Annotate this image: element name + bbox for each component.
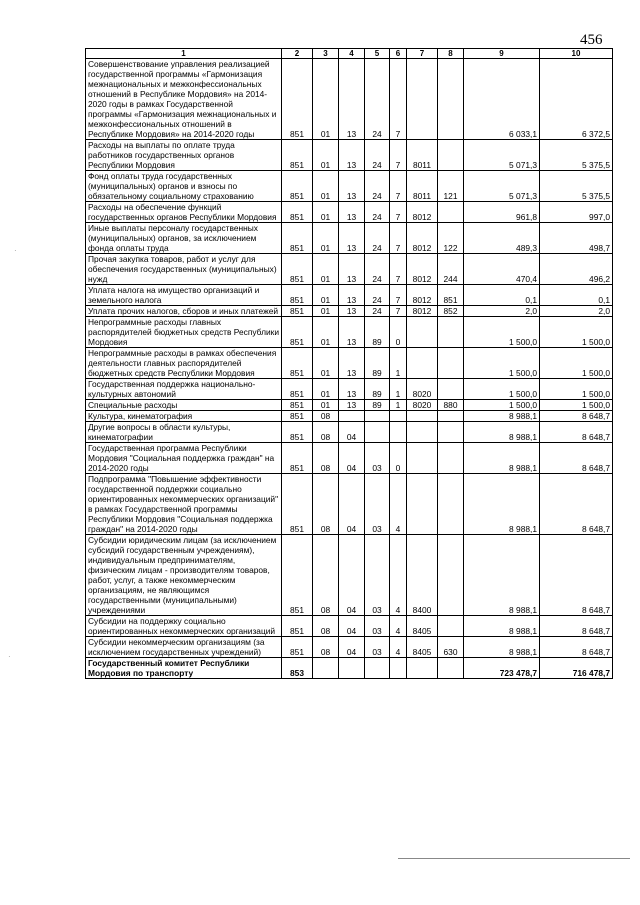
row-cell-c2: 853 (282, 658, 313, 679)
col-header: 9 (464, 49, 540, 59)
row-cell-c9: 8 988,1 (464, 411, 540, 422)
row-cell-c7 (407, 443, 438, 474)
row-name-cell: Специальные расходы (86, 400, 282, 411)
row-cell-c4 (339, 658, 365, 679)
row-name-cell: Подпрограмма "Повышение эффективности государственной поддержки социально ориентированных некоммерческих организаций" в рамках Государственной программы Республики Мордовия "Социальная поддержка граждан" на 2014-2020 годы (86, 474, 282, 535)
row-cell-c5: 89 (365, 317, 390, 348)
row-cell-c3: 01 (313, 348, 339, 379)
row-cell-c9: 470,4 (464, 254, 540, 285)
row-cell-c6 (390, 411, 407, 422)
row-name-cell: Субсидии на поддержку социально ориентированных некоммерческих организаций (86, 616, 282, 637)
row-cell-c9: 1 500,0 (464, 348, 540, 379)
row-cell-c10: 8 648,7 (540, 535, 613, 616)
row-name-cell: Субсидии юридическим лицам (за исключением субсидий государственным учреждениям), индивидуальным предпринимателям, физическим лицам - производителям товаров, работ, услуг, а также некоммерческим организациям, не являющимся государственными (муниципальными) учреждениями (86, 535, 282, 616)
row-name-cell: Субсидии некоммерческим организациям (за исключением государственных учреждений) (86, 637, 282, 658)
row-cell-c10: 1 500,0 (540, 317, 613, 348)
row-cell-c2: 851 (282, 306, 313, 317)
row-name-cell: Уплата прочих налогов, сборов и иных платежей (86, 306, 282, 317)
table-row (86, 306, 613, 317)
row-cell-c5: 24 (365, 285, 390, 306)
row-cell-c3: 08 (313, 474, 339, 535)
row-cell-c2: 851 (282, 140, 313, 171)
row-cell-c6: 1 (390, 348, 407, 379)
row-cell-c7 (407, 59, 438, 140)
row-name-cell: Культура, кинематография (86, 411, 282, 422)
row-cell-c7 (407, 658, 438, 679)
row-cell-c8: 851 (438, 285, 464, 306)
row-cell-c3: 08 (313, 535, 339, 616)
page-number: 456 (580, 32, 603, 48)
row-cell-c6: 7 (390, 59, 407, 140)
row-cell-c6: 7 (390, 140, 407, 171)
row-cell-c9: 1 500,0 (464, 379, 540, 400)
row-cell-c2: 851 (282, 254, 313, 285)
row-cell-c8: 244 (438, 254, 464, 285)
row-cell-c3: 01 (313, 379, 339, 400)
col-header: 6 (390, 49, 407, 59)
row-cell-c10: 8 648,7 (540, 474, 613, 535)
row-name-cell: Государственная программа Республики Мордовия "Социальная поддержка граждан" на 2014-2020 годы (86, 443, 282, 474)
row-cell-c3: 08 (313, 411, 339, 422)
col-header: 3 (313, 49, 339, 59)
col-header: 4 (339, 49, 365, 59)
row-cell-c10: 1 500,0 (540, 400, 613, 411)
row-cell-c2: 851 (282, 59, 313, 140)
row-cell-c7 (407, 317, 438, 348)
row-cell-c10: 8 648,7 (540, 616, 613, 637)
row-cell-c4: 04 (339, 535, 365, 616)
row-cell-c7: 8400 (407, 535, 438, 616)
table-row (86, 348, 613, 379)
row-cell-c9: 1 500,0 (464, 317, 540, 348)
table-row (86, 140, 613, 171)
row-cell-c10: 2,0 (540, 306, 613, 317)
table-row (86, 400, 613, 411)
row-cell-c2: 851 (282, 317, 313, 348)
row-cell-c3: 01 (313, 59, 339, 140)
row-cell-c10: 1 500,0 (540, 379, 613, 400)
row-cell-c4: 13 (339, 285, 365, 306)
row-cell-c2: 851 (282, 171, 313, 202)
row-cell-c6: 0 (390, 443, 407, 474)
row-cell-c3: 01 (313, 254, 339, 285)
table-row (86, 658, 613, 679)
row-name-cell: Государственный комитет Республики Мордовия по транспорту (86, 658, 282, 679)
row-cell-c10: 997,0 (540, 202, 613, 223)
row-cell-c7 (407, 348, 438, 379)
row-cell-c2: 851 (282, 348, 313, 379)
table-row (86, 443, 613, 474)
col-header: 1 (86, 49, 282, 59)
row-name-cell: Расходы на выплаты по оплате труда работников государственных органов Республики Мордовия (86, 140, 282, 171)
row-cell-c3 (313, 658, 339, 679)
row-cell-c10: 8 648,7 (540, 443, 613, 474)
row-name-cell: Прочая закупка товаров, работ и услуг для обеспечения государственных (муниципальных) нужд (86, 254, 282, 285)
row-cell-c9: 8 988,1 (464, 616, 540, 637)
row-cell-c9: 8 988,1 (464, 443, 540, 474)
row-cell-c9: 5 071,3 (464, 171, 540, 202)
row-cell-c5: 24 (365, 306, 390, 317)
row-cell-c7 (407, 422, 438, 443)
row-cell-c5: 24 (365, 202, 390, 223)
row-cell-c6: 1 (390, 379, 407, 400)
row-cell-c7: 8405 (407, 637, 438, 658)
row-cell-c3: 01 (313, 140, 339, 171)
row-cell-c3: 08 (313, 637, 339, 658)
row-cell-c9: 1 500,0 (464, 400, 540, 411)
row-name-cell: Уплата налога на имущество организаций и земельного налога (86, 285, 282, 306)
row-cell-c3: 08 (313, 443, 339, 474)
row-cell-c10: 1 500,0 (540, 348, 613, 379)
row-cell-c5 (365, 411, 390, 422)
table-body (86, 59, 613, 679)
row-cell-c2: 851 (282, 616, 313, 637)
row-cell-c6: 7 (390, 223, 407, 254)
row-cell-c2: 851 (282, 637, 313, 658)
col-header: 8 (438, 49, 464, 59)
row-cell-c10: 8 648,7 (540, 411, 613, 422)
table-row (86, 171, 613, 202)
row-cell-c6: 7 (390, 171, 407, 202)
row-cell-c8 (438, 140, 464, 171)
row-cell-c7 (407, 411, 438, 422)
budget-table (85, 48, 613, 679)
bottom-rule (398, 858, 630, 859)
row-cell-c2: 851 (282, 422, 313, 443)
row-cell-c4: 13 (339, 59, 365, 140)
row-cell-c6: 4 (390, 616, 407, 637)
row-cell-c8 (438, 616, 464, 637)
row-cell-c8: 121 (438, 171, 464, 202)
table-row (86, 254, 613, 285)
row-cell-c10: 716 478,7 (540, 658, 613, 679)
table-row (86, 285, 613, 306)
row-cell-c2: 851 (282, 474, 313, 535)
col-header: 2 (282, 49, 313, 59)
table-row (86, 223, 613, 254)
row-cell-c4: 13 (339, 348, 365, 379)
row-cell-c3: 08 (313, 422, 339, 443)
row-cell-c3: 01 (313, 306, 339, 317)
row-cell-c7 (407, 474, 438, 535)
row-cell-c10: 496,2 (540, 254, 613, 285)
row-cell-c2: 851 (282, 379, 313, 400)
row-cell-c5: 03 (365, 637, 390, 658)
row-cell-c9: 5 071,3 (464, 140, 540, 171)
row-cell-c3: 01 (313, 223, 339, 254)
row-cell-c10: 0,1 (540, 285, 613, 306)
row-cell-c2: 851 (282, 202, 313, 223)
row-cell-c5: 03 (365, 616, 390, 637)
row-cell-c10: 8 648,7 (540, 637, 613, 658)
row-cell-c8: 852 (438, 306, 464, 317)
row-name-cell: Расходы на обеспечение функций государственных органов Республики Мордовия (86, 202, 282, 223)
row-cell-c3: 01 (313, 317, 339, 348)
scan-mark: · (14, 246, 17, 255)
row-cell-c3: 01 (313, 171, 339, 202)
row-cell-c6: 4 (390, 474, 407, 535)
row-name-cell: Фонд оплаты труда государственных (муниципальных) органов и взносы по обязательному социальному страхованию (86, 171, 282, 202)
table-row (86, 59, 613, 140)
row-cell-c8 (438, 348, 464, 379)
row-cell-c9: 2,0 (464, 306, 540, 317)
row-cell-c5: 24 (365, 140, 390, 171)
row-cell-c5: 89 (365, 400, 390, 411)
table-header-row (86, 49, 613, 59)
row-cell-c8 (438, 317, 464, 348)
table-row (86, 202, 613, 223)
row-cell-c5: 89 (365, 379, 390, 400)
row-cell-c8 (438, 474, 464, 535)
row-cell-c9: 6 033,1 (464, 59, 540, 140)
row-cell-c5: 24 (365, 59, 390, 140)
row-cell-c3: 01 (313, 400, 339, 411)
row-cell-c5: 03 (365, 474, 390, 535)
table-row (86, 411, 613, 422)
row-cell-c9: 8 988,1 (464, 474, 540, 535)
row-cell-c10: 6 372,5 (540, 59, 613, 140)
row-cell-c3: 01 (313, 202, 339, 223)
row-cell-c8 (438, 535, 464, 616)
row-cell-c4: 13 (339, 306, 365, 317)
row-cell-c6: 4 (390, 535, 407, 616)
row-cell-c7: 8011 (407, 171, 438, 202)
row-cell-c6: 7 (390, 285, 407, 306)
row-cell-c8: 630 (438, 637, 464, 658)
row-cell-c10: 5 375,5 (540, 140, 613, 171)
row-cell-c6 (390, 422, 407, 443)
row-cell-c2: 851 (282, 285, 313, 306)
table-row (86, 422, 613, 443)
table-row (86, 616, 613, 637)
table-row (86, 474, 613, 535)
row-cell-c4: 04 (339, 637, 365, 658)
table-row (86, 379, 613, 400)
row-cell-c4: 04 (339, 422, 365, 443)
table-row (86, 317, 613, 348)
row-cell-c8 (438, 658, 464, 679)
row-cell-c4: 13 (339, 379, 365, 400)
row-cell-c7: 8405 (407, 616, 438, 637)
row-name-cell: Совершенствование управления реализацией государственной программы «Гармонизация межнациональных и межконфессиональных отношений в Республике Мордовия» на 2014-2020 годы в рамках Государственной программы «Гармонизация межнациональных и межконфессиональных отношений в Республике Мордовия» на 2014-2020 годы (86, 59, 282, 140)
row-cell-c8 (438, 379, 464, 400)
row-cell-c2: 851 (282, 400, 313, 411)
row-cell-c4: 13 (339, 171, 365, 202)
row-cell-c5 (365, 658, 390, 679)
row-cell-c4: 04 (339, 443, 365, 474)
row-cell-c5 (365, 422, 390, 443)
row-cell-c5: 24 (365, 171, 390, 202)
col-header: 10 (540, 49, 613, 59)
row-cell-c5: 24 (365, 223, 390, 254)
row-cell-c5: 03 (365, 443, 390, 474)
row-cell-c6: 0 (390, 317, 407, 348)
row-cell-c9: 8 988,1 (464, 637, 540, 658)
row-cell-c4: 13 (339, 254, 365, 285)
row-cell-c8 (438, 59, 464, 140)
col-header: 7 (407, 49, 438, 59)
row-name-cell: Иные выплаты персоналу государственных (муниципальных) органов, за исключением фонда оплаты труда (86, 223, 282, 254)
row-cell-c7: 8012 (407, 202, 438, 223)
row-cell-c4: 13 (339, 400, 365, 411)
row-name-cell: Непрограммные расходы в рамках обеспечения деятельности главных распорядителей бюджетных средств Республики Мордовия (86, 348, 282, 379)
row-name-cell: Другие вопросы в области культуры, кинематографии (86, 422, 282, 443)
row-cell-c10: 498,7 (540, 223, 613, 254)
row-cell-c6: 1 (390, 400, 407, 411)
col-header: 5 (365, 49, 390, 59)
row-cell-c8: 880 (438, 400, 464, 411)
row-cell-c9: 489,3 (464, 223, 540, 254)
row-cell-c10: 8 648,7 (540, 422, 613, 443)
row-cell-c2: 851 (282, 443, 313, 474)
row-cell-c2: 851 (282, 223, 313, 254)
row-cell-c5: 24 (365, 254, 390, 285)
row-cell-c7: 8020 (407, 400, 438, 411)
row-cell-c6: 4 (390, 637, 407, 658)
row-cell-c9: 961,8 (464, 202, 540, 223)
row-cell-c9: 8 988,1 (464, 422, 540, 443)
row-cell-c2: 851 (282, 411, 313, 422)
row-cell-c7: 8020 (407, 379, 438, 400)
table-row (86, 535, 613, 616)
row-cell-c10: 5 375,5 (540, 171, 613, 202)
row-cell-c4: 13 (339, 223, 365, 254)
row-cell-c4 (339, 411, 365, 422)
row-cell-c4: 13 (339, 140, 365, 171)
row-name-cell: Непрограммные расходы главных распорядителей бюджетных средств Республики Мордовия (86, 317, 282, 348)
row-cell-c4: 04 (339, 616, 365, 637)
row-cell-c4: 13 (339, 202, 365, 223)
row-cell-c8 (438, 443, 464, 474)
table-row (86, 637, 613, 658)
row-cell-c6: 7 (390, 306, 407, 317)
row-cell-c3: 01 (313, 285, 339, 306)
row-cell-c4: 04 (339, 474, 365, 535)
row-cell-c5: 03 (365, 535, 390, 616)
row-cell-c4: 13 (339, 317, 365, 348)
row-cell-c3: 08 (313, 616, 339, 637)
row-cell-c5: 89 (365, 348, 390, 379)
row-cell-c7: 8012 (407, 306, 438, 317)
row-cell-c2: 851 (282, 535, 313, 616)
row-cell-c7: 8012 (407, 254, 438, 285)
row-cell-c6: 7 (390, 254, 407, 285)
row-cell-c6: 7 (390, 202, 407, 223)
row-cell-c8 (438, 411, 464, 422)
row-cell-c7: 8012 (407, 285, 438, 306)
row-cell-c9: 0,1 (464, 285, 540, 306)
row-cell-c8 (438, 422, 464, 443)
scan-mark: · (8, 652, 11, 661)
row-name-cell: Государственная поддержка национально-культурных автономий (86, 379, 282, 400)
row-cell-c8 (438, 202, 464, 223)
row-cell-c8: 122 (438, 223, 464, 254)
row-cell-c9: 8 988,1 (464, 535, 540, 616)
row-cell-c7: 8012 (407, 223, 438, 254)
row-cell-c9: 723 478,7 (464, 658, 540, 679)
row-cell-c6 (390, 658, 407, 679)
row-cell-c7: 8011 (407, 140, 438, 171)
